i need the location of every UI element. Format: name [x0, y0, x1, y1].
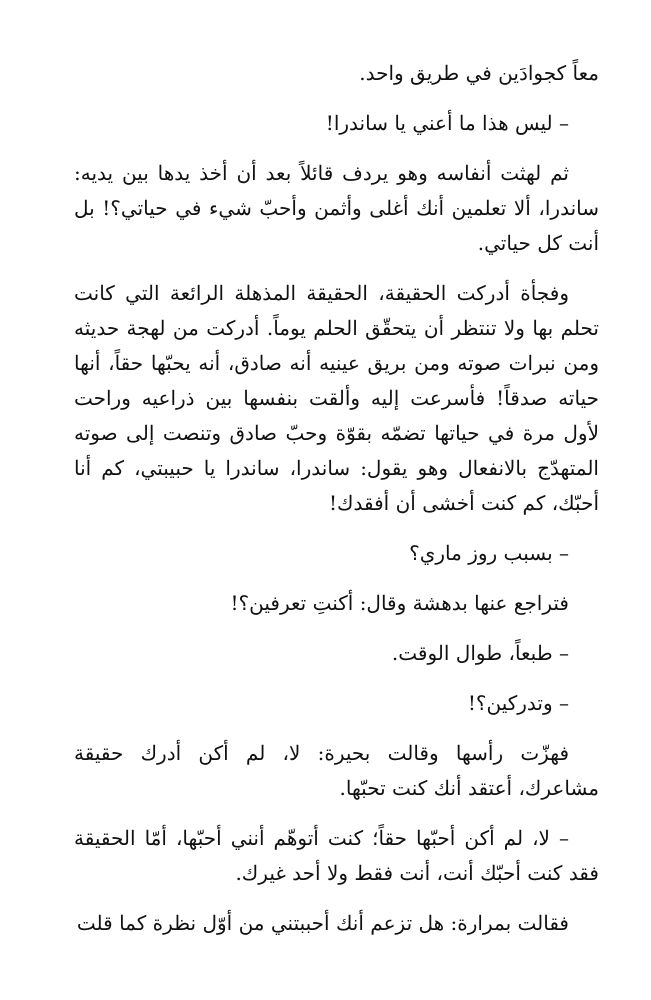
paragraph-3: ثم لهثت أنفاسه وهو يردف قائلاً بعد أن أخذ يدها بين يديه: ساندرا، ألا تعلمين أنك أغلى وأثمن وأحبّ شيء في حياتي؟! بل أنت كل حياتي. — [74, 161, 599, 255]
paragraph-1: معاً كجوادَين في طريق واحد. — [359, 61, 599, 85]
paragraph-4: وفجأة أدركت الحقيقة، الحقيقة المذهلة الرائعة التي كانت تحلم بها ولا تنتظر أن يتحقّق الحلم يوماً. أدركت من لهجة حديثه ومن نبرات صوته ومن بريق عينيه أنه صادق، أنه يحبّها حقاً، أنها حياته صدقاً! فأسرعت إليه وألقت بنفسها بين ذراعيه وراحت لأول مرة في حياتها تضمّه بقوّة وحبّ صادق وتنصت إلى صوته المتهدّج بالانفعال وهو يقول: ساندرا، ساندرا يا حبيبتي، كم أنا أحبّك، كم كنت أخشى أن أفقدك! — [74, 281, 599, 515]
paragraph-5: – بسبب روز ماري؟ — [409, 541, 569, 565]
page-text-column — [74, 56, 599, 956]
paragraph-10: – لا، لم أكن أحبّها حقاً؛ كنت أتوهّم أنني أحبّها، أمّا الحقيقة فقد كنت أحبّك أنت، أنت فقط ولا أحد غيرك. — [74, 826, 599, 885]
paragraph-8: – وتدركين؟! — [467, 691, 569, 715]
paragraph-7: – طبعاً، طوال الوقت. — [391, 641, 569, 665]
paragraph-11: فقالت بمرارة: هل تزعم أنك أحببتني من أوّل نظرة كما قلت — [76, 911, 569, 935]
paragraph-2: – ليس هذا ما أعني يا ساندرا! — [325, 111, 569, 135]
paragraph-6: فتراجع عنها بدهشة وقال: أكنتِ تعرفين؟! — [230, 591, 569, 615]
paragraph-9: فهزّت رأسها وقالت بحيرة: لا، لم أكن أدرك حقيقة مشاعرك، أعتقد أنك كنت تحبّها. — [74, 741, 599, 800]
